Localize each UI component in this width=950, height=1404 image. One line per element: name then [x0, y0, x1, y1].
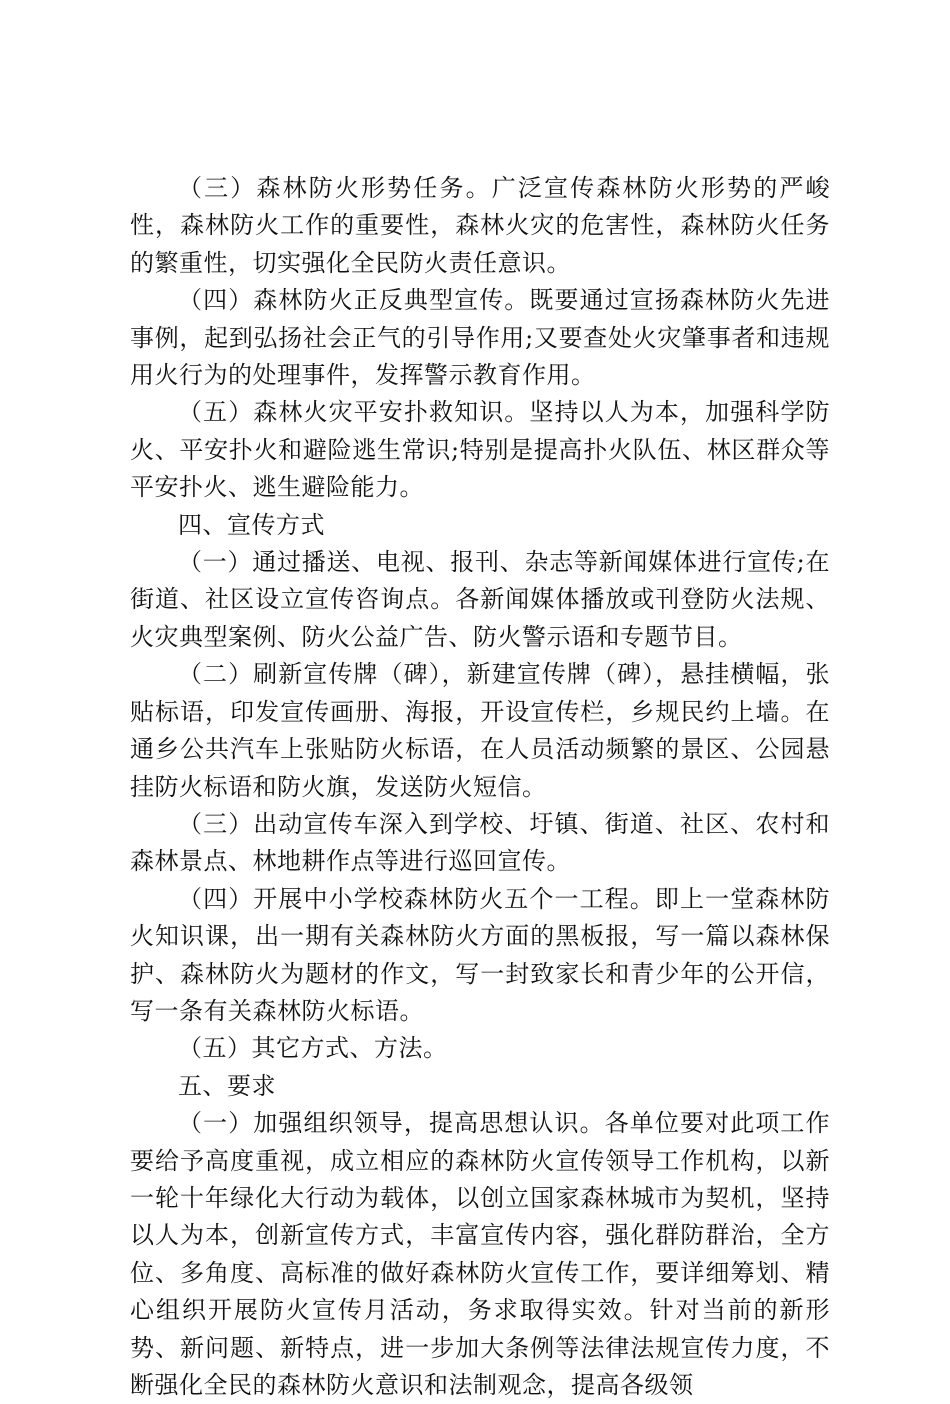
paragraph-organization-leadership: （一）加强组织领导，提高思想认识。各单位要对此项工作要给予高度重视，成立相应的森林防火宣传领导工作机构，以新一轮十年绿化大行动为载体，以创立国家森林城市为契机，坚持以人为本，创新宣传方式，丰富宣传内容，强化群防群治，全方位、多角度、高标准的做好森林防火宣传工作，要详细筹划、精心组织开展防火宣传月活动，务求取得实效。针对当前的新形势、新问题、新特点，进一步加大条例等法律法规宣传力度，不断强化全民的森林防火意识和法制观念，提高各级领 [130, 1109, 830, 1399]
paragraph-school-program: （四）开展中小学校森林防火五个一工程。即上一堂森林防火知识课，出一期有关森林防火方面的黑板报，写一篇以森林保护、森林防火为题材的作文，写一封致家长和青少年的公开信，写一条有关森林防火标语。 [130, 884, 830, 1025]
document-page [130, 170, 830, 1404]
paragraph-news-media: （一）通过播送、电视、报刊、杂志等新闻媒体进行宣传;在街道、社区设立宣传咨询点。各新闻媒体播放或刊登防火法规、火灾典型案例、防火公益广告、防火警示语和专题节目。 [130, 548, 830, 651]
paragraph-publicity-vehicles: （三）出动宣传车深入到学校、圩镇、街道、社区、农村和森林景点、林地耕作点等进行巡回宣传。 [130, 809, 830, 876]
paragraph-situation-tasks: （三）森林防火形势任务。广泛宣传森林防火形势的严峻性，森林防火工作的重要性，森林火灾的危害性，森林防火任务的繁重性，切实强化全民防火责任意识。 [130, 174, 830, 277]
paragraph-typical-cases: （四）森林防火正反典型宣传。既要通过宣扬森林防火先进事例，起到弘扬社会正气的引导作用;又要查处火灾肇事者和违规用火行为的处理事件，发挥警示教育作用。 [130, 286, 830, 390]
paragraph-signboards: （二）刷新宣传牌（碑），新建宣传牌（碑），悬挂横幅，张贴标语，印发宣传画册、海报，开设宣传栏，乡规民约上墙。在通乡公共汽车上张贴防火标语，在人员活动频繁的景区、公园悬挂防火标语和防火旗，发送防火短信。 [130, 660, 830, 801]
section-heading-publicity-methods: 四、宣传方式 [178, 510, 325, 539]
paragraph-rescue-knowledge: （五）森林火灾平安扑救知识。坚持以人为本，加强科学防火、平安扑火和避险逃生常识;特别是提高扑火队伍、林区群众等平安扑火、逃生避险能力。 [130, 398, 830, 502]
section-heading-requirements: 五、要求 [178, 1071, 276, 1100]
paragraph-other-methods: （五）其它方式、方法。 [178, 1034, 448, 1063]
